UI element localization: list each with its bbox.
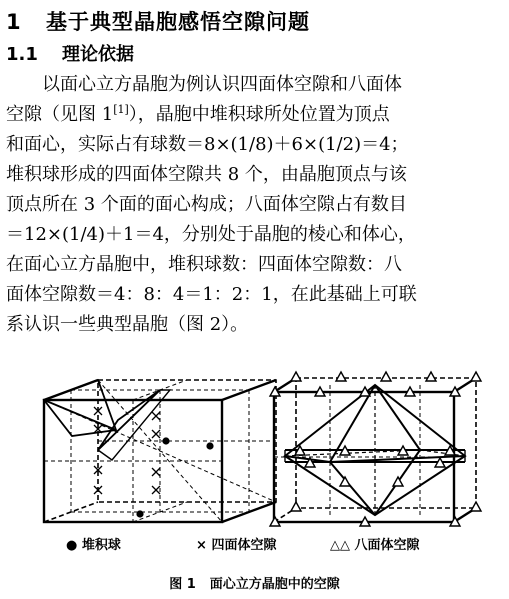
octa-marker xyxy=(340,477,350,486)
citation-ref[interactable]: [1] xyxy=(113,103,129,116)
paragraph-line: ＝12×(1/4)＋1＝4，分别处于晶胞的棱心和体心， xyxy=(6,224,416,245)
paragraph-line xyxy=(6,100,390,130)
octa-marker xyxy=(471,372,481,381)
right-cube-octahedral xyxy=(274,378,476,522)
legend-tetra xyxy=(196,534,276,553)
line-text: ），晶胞中堆积球所处位置为顶点 xyxy=(128,104,390,125)
tetra-marker xyxy=(94,407,160,494)
figure-number: 图 1 xyxy=(169,577,196,592)
triangle-legend-icon: △ xyxy=(340,538,350,553)
left-cube-markers xyxy=(94,407,214,518)
triangle-legend-icon: △ xyxy=(330,538,340,553)
paragraph-line: 系认识一些典型晶胞（图 2）。 xyxy=(6,314,249,335)
cross-legend-icon: × xyxy=(196,538,207,553)
octa-marker xyxy=(336,372,346,381)
octa-marker xyxy=(291,502,301,511)
octa-marker xyxy=(291,372,301,381)
legend-label: 四面体空隙 xyxy=(211,538,277,553)
paragraph-line: 以面心立方晶胞为例认识四面体空隙和八面体 xyxy=(42,74,402,95)
legend-label: 堆积球 xyxy=(81,538,121,553)
sphere-legend-icon: ● xyxy=(66,538,78,553)
section-heading xyxy=(6,6,310,36)
section-title: 基于典型晶胞感悟空隙问题 xyxy=(46,10,310,34)
section-number: 1 xyxy=(6,10,22,34)
octa-marker xyxy=(471,502,481,511)
octa-marker xyxy=(381,372,391,381)
subsection-heading xyxy=(6,40,134,66)
sphere-marker xyxy=(162,437,169,444)
line-text: 空隙（见图 1 xyxy=(6,104,114,125)
sphere-marker xyxy=(136,510,143,517)
paragraph-line: 面体空隙数＝4：8：4＝1：2：1，在此基础上可联 xyxy=(6,284,417,305)
paragraph-line: 堆积球形成的四面体空隙共 8 个，由晶胞顶点与该 xyxy=(6,164,407,185)
subsection-number: 1.1 xyxy=(6,44,38,65)
figure-title: 面心立方晶胞中的空隙 xyxy=(209,577,340,592)
left-cube-tetrahedral xyxy=(44,380,276,522)
sphere-marker xyxy=(206,442,213,449)
legend-label: 八面体空隙 xyxy=(354,538,420,553)
legend-octa xyxy=(330,534,420,553)
legend-sphere xyxy=(66,534,121,553)
paragraph-line: 在面心立方晶胞中，堆积球数：四面体空隙数：八 xyxy=(6,254,402,275)
subsection-title: 理论依据 xyxy=(62,44,134,65)
octa-marker xyxy=(426,372,436,381)
paragraph-line: 和面心，实际占有球数＝8×(1/8)＋6×(1/2)＝4； xyxy=(6,134,409,155)
paragraph-line: 顶点所在 3 个面的面心构成；八面体空隙占有数目 xyxy=(6,194,407,215)
figure-1-fcc-cells xyxy=(0,362,509,599)
figure-caption xyxy=(0,573,509,592)
